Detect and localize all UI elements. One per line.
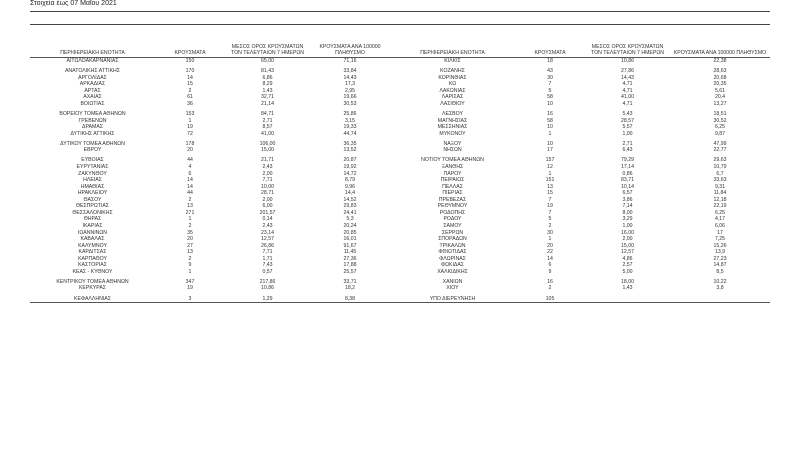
- regional-unit-cell: ΕΥΡΥΤΑΝΙΑΣ: [76, 164, 109, 171]
- 7day-average-cell: 3,29: [622, 216, 633, 223]
- cases-cell: 18: [547, 58, 553, 64]
- 7day-average-cell: 10,86: [621, 58, 634, 64]
- regional-unit-cell: ΚΑΒΑΛΑΣ: [80, 236, 105, 243]
- 7day-average-cell: 1,71: [262, 255, 273, 262]
- cases-per-100k-cell: 24,41: [343, 209, 357, 216]
- 7day-average-cell: 201,57: [259, 209, 276, 216]
- cases-per-100k-cell: 20,85: [343, 229, 357, 236]
- cases-cell: 13: [187, 203, 193, 210]
- regional-unit-cell: ΖΑΚΥΝΘΟΥ: [78, 170, 107, 177]
- regional-unit-cell: ΘΕΣΣΑΛΟΝΙΚΗΣ: [72, 209, 113, 216]
- regional-unit-cell: ΕΥΒΟΙΑΣ: [81, 157, 104, 164]
- 7day-average-cell: 2,57: [622, 262, 633, 269]
- cases-per-100k-cell: 71,16: [343, 58, 357, 64]
- 7day-average-cell: 32,71: [261, 94, 274, 101]
- cases-cell: 5: [548, 87, 552, 94]
- 7day-average-cell: 10,86: [261, 285, 274, 292]
- cases-cell: 1: [188, 117, 192, 124]
- regional-unit-cell: ΣΠΟΡΑΔΩΝ: [438, 236, 467, 243]
- 7day-average-cell: 8,29: [262, 81, 273, 88]
- 7day-average-cell: 1,00: [622, 222, 633, 229]
- cases-cell: 150: [185, 58, 195, 64]
- regional-unit-cell: ΡΟΔΟΠΗΣ: [439, 209, 466, 216]
- cases-per-100k-cell: 13,27: [713, 100, 727, 107]
- cases-cell: 10: [547, 124, 553, 131]
- cases-per-100k-cell: 4,17: [714, 216, 726, 223]
- cases-cell: 2: [548, 222, 552, 229]
- regional-unit-cell: ΜΥΚΟΝΟΥ: [439, 130, 466, 137]
- regional-unit-cell: ΑΙΤΩΛΟΑΚΑΡΝΑΝΙΑΣ: [66, 58, 119, 64]
- table-body: [30, 58, 770, 303]
- 7day-average-cell: 15,00: [261, 147, 274, 154]
- regional-unit-cell: ΑΡΚΑΔΙΑΣ: [79, 81, 106, 88]
- cases-per-100k-cell: 30,53: [343, 100, 357, 107]
- cases-per-100k-cell: [670, 296, 770, 303]
- cases-per-100k-cell: 20,24: [343, 222, 357, 229]
- regional-unit-cell: ΘΑΣΟΥ: [83, 196, 102, 203]
- cases-per-100k-cell: 9,87: [714, 130, 726, 137]
- 7day-average-cell: 4,71: [622, 100, 633, 107]
- regional-unit-cell: ΞΑΝΘΗΣ: [441, 164, 464, 171]
- header-cases-per-100k: ΚΡΟΥΣΜΑΤΑ ΑΝΑ 100000 ΠΛΗΘΥΣΜΟ: [310, 44, 390, 58]
- 7day-average-cell: 41,00: [621, 94, 634, 101]
- cases-per-100k-cell: 8,5: [716, 268, 724, 275]
- cases-cell: 14: [187, 74, 193, 81]
- cases-per-100k-cell: 20,68: [713, 74, 727, 81]
- 7day-average-cell: 7,14: [622, 203, 633, 210]
- cases-per-100k-cell: 17,3: [344, 81, 356, 88]
- cases-cell: 2: [188, 196, 192, 203]
- 7day-average-cell: 8,57: [262, 124, 273, 131]
- cases-cell: 16: [547, 278, 553, 285]
- regional-unit-cell: ΔΡΑΜΑΣ: [82, 124, 103, 131]
- cases-per-100k-cell: 27,36: [343, 255, 357, 262]
- cases-cell: 17: [547, 147, 553, 154]
- cases-per-100k-cell: 13,52: [343, 147, 357, 154]
- 7day-average-cell: 26,86: [261, 242, 274, 249]
- cases-per-100k-cell: 36,35: [343, 140, 357, 147]
- 7day-average-cell: 65,00: [261, 58, 274, 64]
- regional-unit-cell: ΚΩ: [448, 81, 457, 88]
- 7day-average-cell: [585, 296, 670, 303]
- 7day-average-cell: 5,00: [622, 268, 633, 275]
- 7day-average-cell: 12,57: [621, 249, 634, 256]
- cases-per-100k-cell: 14,87: [713, 262, 727, 269]
- regional-unit-cell: ΥΠΟ ΔΙΕΡΕΥΝΗΣΗ: [390, 296, 515, 303]
- regional-unit-cell: ΚΙΛΚΙΣ: [444, 58, 461, 64]
- 7day-average-cell: 3,86: [622, 196, 633, 203]
- regional-unit-cell: ΗΜΑΘΙΑΣ: [80, 183, 105, 190]
- cases-cell: 58: [547, 117, 553, 124]
- regional-unit-cell: ΚΑΛΥΜΝΟΥ: [78, 242, 107, 249]
- regional-unit-cell: ΠΕΛΛΑΣ: [442, 183, 463, 190]
- regional-unit-cell: ΝΑΞΟΥ: [443, 140, 462, 147]
- cases-per-100k-cell: 25,57: [343, 268, 357, 275]
- 7day-average-cell: 0,14: [262, 216, 273, 223]
- cases-per-100k-cell: 17,88: [343, 262, 357, 269]
- 7day-average-cell: 4,71: [622, 87, 633, 94]
- 7day-average-cell: 0,86: [622, 170, 633, 177]
- regional-unit-cell: ΘΗΡΑΣ: [83, 216, 102, 223]
- regional-unit-cell: ΔΥΤΙΚΟΥ ΤΟΜΕΑ ΑΘΗΝΩΝ: [60, 140, 125, 147]
- cases-per-100k-cell: 22,77: [713, 147, 727, 154]
- cases-cell: 36: [187, 100, 193, 107]
- 7day-average-cell: 79,29: [621, 157, 634, 164]
- regional-unit-cell: ΣΑΜΟΥ: [443, 222, 462, 229]
- cases-per-100k-cell: 29,83: [343, 203, 357, 210]
- cases-per-100k-cell: 18,51: [713, 111, 727, 118]
- regional-unit-cell: ΚΟΖΑΝΗΣ: [440, 68, 465, 75]
- regional-unit-cell: ΝΗΣΩΝ: [443, 147, 462, 154]
- cases-cell: 20: [187, 236, 193, 243]
- regional-unit-cell: ΕΒΡΟΥ: [83, 147, 102, 154]
- cases-per-100k-cell: 19,92: [343, 164, 357, 171]
- cases-cell: 61: [187, 94, 193, 101]
- 7day-average-cell: 1,43: [622, 285, 633, 292]
- 7day-average-cell: 1,43: [262, 87, 273, 94]
- cases-per-100k-cell: 44,74: [343, 130, 357, 137]
- cases-per-100k-cell: 20,4: [714, 94, 726, 101]
- 7day-average-cell: 2,71: [262, 117, 273, 124]
- regional-unit-cell: ΗΛΕΙΑΣ: [83, 177, 102, 184]
- header-regional-unit: ΠΕΡΙΦΕΡΕΙΑΚΗ ΕΝΟΤΗΤΑ: [30, 44, 155, 58]
- cases-per-100k-cell: 10,22: [713, 278, 727, 285]
- 7day-average-cell: 28,71: [261, 190, 274, 197]
- cases-cell: 14: [547, 255, 553, 262]
- cases-cell: 7: [548, 81, 552, 88]
- cases-per-100k-cell: 18,2: [344, 285, 356, 292]
- cases-cell: 27: [187, 242, 193, 249]
- header-7day-average: ΜΕΣΟΣ ΟΡΟΣ ΚΡΟΥΣΜΑΤΩΝ ΤΟΝ ΤΕΛΕΥΤΑΙΩΝ 7 ΗΜΕΡΩΝ: [225, 44, 310, 58]
- regional-unit-cell: ΚΑΡΠΑΘΟΥ: [78, 255, 107, 262]
- 7day-average-cell: 21,71: [261, 157, 274, 164]
- regional-unit-cell: ΦΩΚΙΔΑΣ: [440, 262, 465, 269]
- cases-cell: 9: [548, 268, 552, 275]
- regional-unit-cell: ΚΑΣΤΟΡΙΑΣ: [78, 262, 107, 269]
- cases-cell: 7: [548, 196, 552, 203]
- 7day-average-cell: 4,86: [622, 255, 633, 262]
- cases-cell: 58: [547, 94, 553, 101]
- cases-cell: 4: [188, 164, 192, 171]
- cases-per-100k-cell: 8,79: [344, 177, 356, 184]
- header-7day-average: ΜΕΣΟΣ ΟΡΟΣ ΚΡΟΥΣΜΑΤΩΝ ΤΟΝ ΤΕΛΕΥΤΑΙΩΝ 7 ΗΜΕΡΩΝ: [585, 44, 670, 58]
- 7day-average-cell: 23,14: [261, 229, 274, 236]
- regional-unit-cell: ΛΑΣΙΘΙΟΥ: [440, 100, 465, 107]
- cases-per-100k-cell: 47,99: [713, 140, 727, 147]
- cases-cell: 44: [187, 190, 193, 197]
- table-header-row: [30, 44, 770, 58]
- 7day-average-cell: 83,71: [621, 177, 634, 184]
- 7day-average-cell: 2,43: [262, 164, 273, 171]
- regional-unit-cell: ΜΑΓΝΗΣΙΑΣ: [437, 117, 468, 124]
- regional-unit-cell: ΙΚΑΡΙΑΣ: [82, 222, 103, 229]
- 7day-average-cell: 84,71: [261, 111, 274, 118]
- cases-per-100k-cell: 6,25: [714, 209, 726, 216]
- regional-unit-cell: ΛΑΡΙΣΑΣ: [441, 94, 464, 101]
- regional-unit-cell: ΡΟΔΟΥ: [443, 216, 462, 223]
- 7day-average-cell: 7,71: [262, 249, 273, 256]
- cases-per-100k-cell: 12,18: [713, 196, 727, 203]
- 7day-average-cell: 16,00: [621, 229, 634, 236]
- regional-unit-cell: ΗΡΑΚΛΕΙΟΥ: [77, 190, 108, 197]
- header-divider: [30, 24, 770, 25]
- cases-cell: 1: [548, 236, 552, 243]
- table-row: [30, 296, 770, 303]
- cases-cell: 14: [187, 177, 193, 184]
- cases-per-100k-cell: 3,15: [344, 117, 356, 124]
- cases-per-100k-cell: 33,63: [713, 177, 727, 184]
- cases-cell: 5: [548, 216, 552, 223]
- cases-cell: 9: [188, 262, 192, 269]
- cases-per-100k-cell: 14,4: [344, 190, 356, 197]
- 7day-average-cell: 6,43: [622, 147, 633, 154]
- cases-cell: 72: [187, 130, 193, 137]
- cases-per-100k-cell: 14,43: [343, 74, 357, 81]
- cases-cell: 7: [548, 209, 552, 216]
- cases-per-100k-cell: 20,35: [713, 81, 727, 88]
- cases-per-100k-cell: 19,33: [343, 124, 357, 131]
- regional-unit-cell: ΑΡΤΑΣ: [84, 87, 101, 94]
- 7day-average-cell: 27,86: [621, 68, 634, 75]
- cases-per-100k-cell: 6,7: [716, 170, 724, 177]
- cases-cell: 153: [185, 111, 195, 118]
- cases-per-100k-cell: 25,86: [343, 111, 357, 118]
- cases-per-100k-cell: 5,3: [346, 216, 354, 223]
- cases-cell: 13: [547, 183, 553, 190]
- regional-unit-cell: ΚΑΡΔΙΤΣΑΣ: [78, 249, 107, 256]
- header-cases: ΚΡΟΥΣΜΑΤΑ: [155, 44, 225, 58]
- cases-per-100k-cell: 15,26: [713, 242, 727, 249]
- cases-per-100k-cell: 20,87: [343, 157, 357, 164]
- cases-per-100k-cell: 14,72: [343, 170, 357, 177]
- regional-unit-cell: ΣΕΡΡΩΝ: [441, 229, 464, 236]
- cases-cell: 151: [545, 177, 555, 184]
- cases-cell: 16: [547, 111, 553, 118]
- 7day-average-cell: 6,86: [262, 74, 273, 81]
- 7day-average-cell: 7,71: [262, 177, 273, 184]
- 7day-average-cell: 106,00: [259, 140, 276, 147]
- regional-unit-cell: ΚΟΡΙΝΘΙΑΣ: [438, 74, 467, 81]
- 7day-average-cell: 4,71: [622, 81, 633, 88]
- cases-cell: 44: [187, 157, 193, 164]
- 7day-average-cell: 2,00: [262, 196, 273, 203]
- 7day-average-cell: 6,00: [262, 203, 273, 210]
- header-cases: ΚΡΟΥΣΜΑΤΑ: [515, 44, 585, 58]
- regional-unit-cell: ΑΧΑΪΑΣ: [83, 94, 102, 101]
- cases-per-100k-cell: 9,31: [714, 183, 726, 190]
- 7day-average-cell: 5,43: [622, 111, 633, 118]
- 7day-average-cell: 2,43: [262, 222, 273, 229]
- cases-cell: 19: [187, 285, 193, 292]
- regional-unit-cell: ΚΕΡΚΥΡΑΣ: [78, 285, 107, 292]
- cases-cell: 30: [547, 74, 553, 81]
- cases-per-100k-cell: 17: [717, 229, 723, 236]
- cases-per-100k-cell: 22,19: [713, 203, 727, 210]
- regional-unit-cell: ΚΕΝΤΡΙΚΟΥ ΤΟΜΕΑ ΑΘΗΝΩΝ: [56, 278, 129, 285]
- cases-cell: 2: [548, 285, 552, 292]
- cases-cell: 15: [547, 190, 553, 197]
- 7day-average-cell: 2,71: [622, 140, 633, 147]
- regional-unit-cell: ΚΕΦΑΛΛΗΝΙΑΣ: [30, 296, 155, 303]
- regional-unit-cell: ΒΟΡΕΙΟΥ ΤΟΜΕΑ ΑΘΗΝΩΝ: [59, 111, 126, 118]
- regional-unit-cell: ΛΑΚΩΝΙΑΣ: [439, 87, 466, 94]
- cases-per-100k-cell: 19,66: [343, 94, 357, 101]
- cases-per-100k-cell: 11,45: [343, 249, 357, 256]
- cases-cell: 10: [547, 100, 553, 107]
- cases-per-100k-cell: 33,71: [343, 278, 357, 285]
- regional-unit-cell: ΑΡΓΟΛΙΔΑΣ: [78, 74, 107, 81]
- cases-per-100k-cell: 33,84: [343, 68, 357, 75]
- cases-per-100k-cell: 30,52: [713, 117, 727, 124]
- cases-cell: 1: [188, 216, 192, 223]
- header-cases-per-100k: ΚΡΟΥΣΜΑΤΑ ΑΝΑ 100000 ΠΛΗΘΥΣΜΟ: [670, 44, 770, 58]
- 7day-average-cell: 217,86: [259, 278, 276, 285]
- cases-cell: 2: [188, 222, 192, 229]
- regional-unit-cell: ΑΝΑΤΟΛΙΚΗΣ ΑΤΤΙΚΗΣ: [64, 68, 121, 75]
- cases-cell: 178: [185, 140, 195, 147]
- cases-cell: 20: [187, 147, 193, 154]
- 7day-average-cell: 2,00: [262, 170, 273, 177]
- cases-cell: 14: [187, 183, 193, 190]
- 7day-average-cell: 10,00: [261, 183, 274, 190]
- cases-cell: 1: [548, 170, 552, 177]
- cases-cell: 43: [547, 68, 553, 75]
- covid-cases-table: [30, 44, 770, 303]
- regional-unit-cell: ΧΙΟΥ: [446, 285, 459, 292]
- cases-per-100k-cell: 16,01: [343, 236, 357, 243]
- cases-cell: 15: [187, 81, 193, 88]
- regional-unit-cell: ΦΛΩΡΙΝΑΣ: [439, 255, 466, 262]
- cases-cell: 2: [188, 87, 192, 94]
- 7day-average-cell: 8,00: [622, 209, 633, 216]
- cases-per-100k-cell: 14,52: [343, 196, 357, 203]
- 7day-average-cell: 0,57: [262, 268, 273, 275]
- 7day-average-cell: 18,00: [621, 278, 634, 285]
- cases-cell: 347: [185, 278, 195, 285]
- regional-unit-cell: ΧΑΛΚΙΔΙΚΗΣ: [437, 268, 468, 275]
- cases-cell: 6: [548, 262, 552, 269]
- cases-per-100k-cell: 6,25: [714, 124, 726, 131]
- cases-cell: 105: [515, 296, 585, 303]
- 7day-average-cell: 1,29: [225, 296, 310, 303]
- regional-unit-cell: ΘΕΣΠΡΩΤΙΑΣ: [75, 203, 110, 210]
- regional-unit-cell: ΚΕΑΣ - ΚΥΘΝΟΥ: [72, 268, 113, 275]
- 7day-average-cell: 7,43: [262, 262, 273, 269]
- cases-per-100k-cell: 13,9: [714, 249, 726, 256]
- cases-cell: 2: [188, 255, 192, 262]
- cases-cell: 6: [188, 170, 192, 177]
- cases-per-100k-cell: 5,61: [714, 87, 726, 94]
- cases-cell: 1: [548, 130, 552, 137]
- top-divider: [30, 11, 770, 12]
- regional-unit-cell: ΤΡΙΚΑΛΩΝ: [439, 242, 466, 249]
- cases-cell: 12: [547, 164, 553, 171]
- cases-per-100k-cell: 2,95: [344, 87, 356, 94]
- cases-per-100k-cell: 3,8: [716, 285, 724, 292]
- regional-unit-cell: ΔΥΤΙΚΗΣ ΑΤΤΙΚΗΣ: [70, 130, 115, 137]
- 7day-average-cell: 81,43: [261, 68, 274, 75]
- 7day-average-cell: 5,57: [622, 124, 633, 131]
- cases-cell: 20: [547, 242, 553, 249]
- regional-unit-cell: ΠΑΡΟΥ: [443, 170, 462, 177]
- regional-unit-cell: ΠΙΕΡΙΑΣ: [442, 190, 463, 197]
- table-row: [30, 58, 770, 65]
- cases-per-100k-cell: 10,79: [713, 164, 727, 171]
- header-regional-unit: ΠΕΡΙΦΕΡΕΙΑΚΗ ΕΝΟΤΗΤΑ: [390, 44, 515, 58]
- cases-per-100k-cell: 8,38: [310, 296, 390, 303]
- 7day-average-cell: 1,00: [622, 130, 633, 137]
- 7day-average-cell: 41,00: [261, 130, 274, 137]
- cases-per-100k-cell: 7,25: [714, 236, 726, 243]
- cases-cell: 170: [185, 68, 195, 75]
- cases-cell: 157: [545, 157, 555, 164]
- cases-cell: 271: [185, 209, 195, 216]
- cases-per-100k-cell: 22,38: [713, 58, 727, 64]
- 7day-average-cell: 14,43: [621, 74, 634, 81]
- cases-cell: 19: [547, 203, 553, 210]
- cases-per-100k-cell: 9,96: [344, 183, 356, 190]
- regional-unit-cell: ΦΘΙΩΤΙΔΑΣ: [438, 249, 467, 256]
- regional-unit-cell: ΙΩΑΝΝΙΝΩΝ: [77, 229, 108, 236]
- cases-per-100k-cell: 29,63: [713, 157, 727, 164]
- cases-per-100k-cell: 27,23: [713, 255, 727, 262]
- regional-unit-cell: ΓΡΕΒΕΝΩΝ: [78, 117, 107, 124]
- 7day-average-cell: 10,14: [621, 183, 634, 190]
- 7day-average-cell: 6,57: [622, 190, 633, 197]
- regional-unit-cell: ΡΕΘΥΜΝΟΥ: [437, 203, 468, 210]
- cases-per-100k-cell: 91,67: [343, 242, 357, 249]
- regional-unit-cell: ΧΑΝΙΩΝ: [442, 278, 463, 285]
- cases-cell: 3: [155, 296, 225, 303]
- cases-cell: 30: [547, 229, 553, 236]
- 7day-average-cell: 2,00: [622, 236, 633, 243]
- 7day-average-cell: 12,57: [261, 236, 274, 243]
- cases-cell: 13: [187, 249, 193, 256]
- cases-cell: 19: [187, 124, 193, 131]
- cases-per-100k-cell: 6,06: [714, 222, 726, 229]
- regional-unit-cell: ΠΡΕΒΕΖΑΣ: [438, 196, 467, 203]
- regional-unit-cell: ΜΕΣΣΗΝΙΑΣ: [437, 124, 468, 131]
- regional-unit-cell: ΠΕΙΡΑΙΩΣ: [440, 177, 465, 184]
- 7day-average-cell: 15,00: [621, 242, 634, 249]
- cases-cell: 35: [187, 229, 193, 236]
- cases-per-100k-cell: 11,84: [713, 190, 727, 197]
- cases-cell: 1: [188, 268, 192, 275]
- 7day-average-cell: 17,14: [621, 164, 634, 171]
- cases-cell: 22: [547, 249, 553, 256]
- 7day-average-cell: 28,57: [621, 117, 634, 124]
- cases-cell: 10: [547, 140, 553, 147]
- 7day-average-cell: 21,14: [261, 100, 274, 107]
- regional-unit-cell: ΝΟΤΙΟΥ ΤΟΜΕΑ ΑΘΗΝΩΝ: [421, 157, 484, 164]
- cases-per-100k-cell: 28,63: [713, 68, 727, 75]
- regional-unit-cell: ΛΕΣΒΟΥ: [442, 111, 463, 118]
- regional-unit-cell: ΒΟΙΩΤΙΑΣ: [80, 100, 105, 107]
- document-date-line: Στοιχεία έως 07 Μαΐου 2021: [30, 0, 117, 7]
